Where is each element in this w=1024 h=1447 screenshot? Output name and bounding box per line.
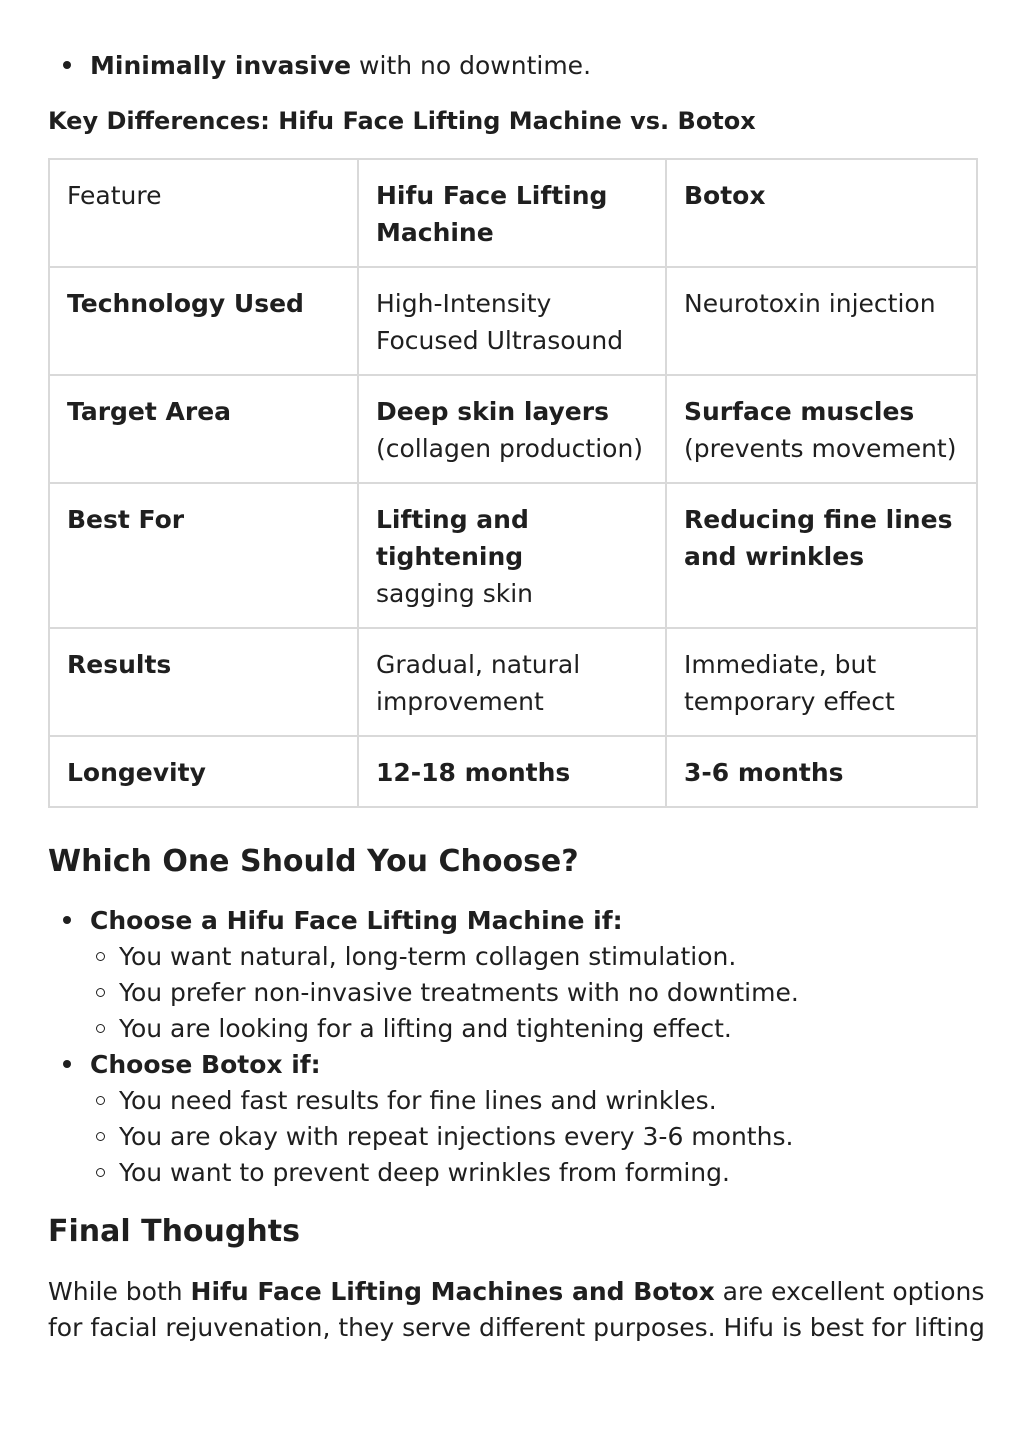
- intro-bullet-bold: Minimally invasive: [90, 51, 352, 80]
- list-item-text: You are okay with repeat injections every 3-6 months.: [119, 1122, 794, 1151]
- botox-cell-text: (prevents movement): [684, 434, 957, 463]
- bullet-dot-icon: [63, 61, 71, 69]
- bullet-circle-icon: [96, 1024, 105, 1033]
- list-item: [96, 1119, 799, 1155]
- table-header-cell: Hifu Face Lifting Machine: [358, 159, 666, 267]
- final-thoughts-heading: Final Thoughts: [48, 1214, 300, 1249]
- botox-cell-text: Immediate, but temporary effect: [684, 650, 895, 716]
- hifu-cell: [358, 483, 666, 628]
- feature-cell: Technology Used: [49, 267, 358, 375]
- bullet-circle-icon: [96, 988, 105, 997]
- hifu-cell: 12-18 months: [358, 736, 666, 807]
- list-item: [48, 903, 799, 1047]
- table-header-cell: Botox: [666, 159, 977, 267]
- choose-heading: Which One Should You Choose?: [48, 844, 579, 879]
- sub-list: [48, 939, 799, 1047]
- hifu-cell: [358, 375, 666, 483]
- feature-cell: Results: [49, 628, 358, 736]
- table-row: [49, 483, 977, 628]
- list-item: [96, 1155, 799, 1191]
- list-item-text: You want natural, long-term collagen stimulation.: [119, 942, 737, 971]
- choose-group-title: Choose Botox if:: [90, 1050, 321, 1079]
- bullet-circle-icon: [96, 1132, 105, 1141]
- list-item: [96, 939, 799, 975]
- list-item-text: You want to prevent deep wrinkles from forming.: [119, 1158, 730, 1187]
- botox-cell-text: Neurotoxin injection: [684, 289, 936, 318]
- feature-cell: Best For: [49, 483, 358, 628]
- intro-bullet-text: with no downtime.: [351, 51, 592, 80]
- choose-list: [48, 903, 799, 1191]
- para-text: are excellent options for facial rejuvenation, they serve different purposes. Hifu is best for lifting: [48, 1277, 985, 1342]
- botox-cell-bold: Surface muscles: [684, 397, 915, 426]
- botox-cell: [666, 483, 977, 628]
- para-text: While both: [48, 1277, 191, 1306]
- final-paragraph: [48, 1274, 988, 1346]
- sub-list: [48, 1083, 799, 1191]
- botox-cell: [666, 375, 977, 483]
- bullet-circle-icon: [96, 1096, 105, 1105]
- list-item-text: You prefer non-invasive treatments with no downtime.: [119, 978, 799, 1007]
- list-item: [48, 1047, 799, 1191]
- hifu-cell-text: Gradual, natural improvement: [376, 650, 581, 716]
- table-header-cell: Feature: [49, 159, 358, 267]
- list-item: [96, 1011, 799, 1047]
- hifu-cell-bold: Deep skin layers: [376, 397, 609, 426]
- botox-cell-bold: Reducing fine lines and wrinkles: [684, 505, 953, 571]
- hifu-cell-text: sagging skin: [376, 579, 533, 608]
- botox-cell: [666, 267, 977, 375]
- table-row: [49, 267, 977, 375]
- hifu-cell: [358, 267, 666, 375]
- feature-cell: Longevity: [49, 736, 358, 807]
- list-item: [96, 975, 799, 1011]
- table-header-row: [49, 159, 977, 267]
- key-differences-heading: Key Differences: Hifu Face Lifting Machine vs. Botox: [48, 107, 756, 135]
- hifu-cell: [358, 628, 666, 736]
- table-row: [49, 736, 977, 807]
- intro-bullet: [48, 48, 591, 84]
- hifu-cell-text: High-Intensity Focused Ultrasound: [376, 289, 624, 355]
- feature-cell: Target Area: [49, 375, 358, 483]
- botox-cell: [666, 628, 977, 736]
- list-item-text: You are looking for a lifting and tightening effect.: [119, 1014, 732, 1043]
- comparison-table: [48, 158, 978, 808]
- choose-group-title: Choose a Hifu Face Lifting Machine if:: [90, 906, 623, 935]
- list-item: [96, 1083, 799, 1119]
- para-bold: Hifu Face Lifting Machines and Botox: [190, 1277, 715, 1306]
- bullet-dot-icon: [63, 1060, 71, 1068]
- bullet-dot-icon: [63, 916, 71, 924]
- table-row: [49, 628, 977, 736]
- bullet-circle-icon: [96, 1168, 105, 1177]
- botox-cell: 3-6 months: [666, 736, 977, 807]
- bullet-circle-icon: [96, 952, 105, 961]
- hifu-cell-text: (collagen production): [376, 434, 644, 463]
- list-item-text: You need fast results for fine lines and wrinkles.: [119, 1086, 717, 1115]
- table-row: [49, 375, 977, 483]
- hifu-cell-bold: Lifting and tightening: [376, 505, 529, 571]
